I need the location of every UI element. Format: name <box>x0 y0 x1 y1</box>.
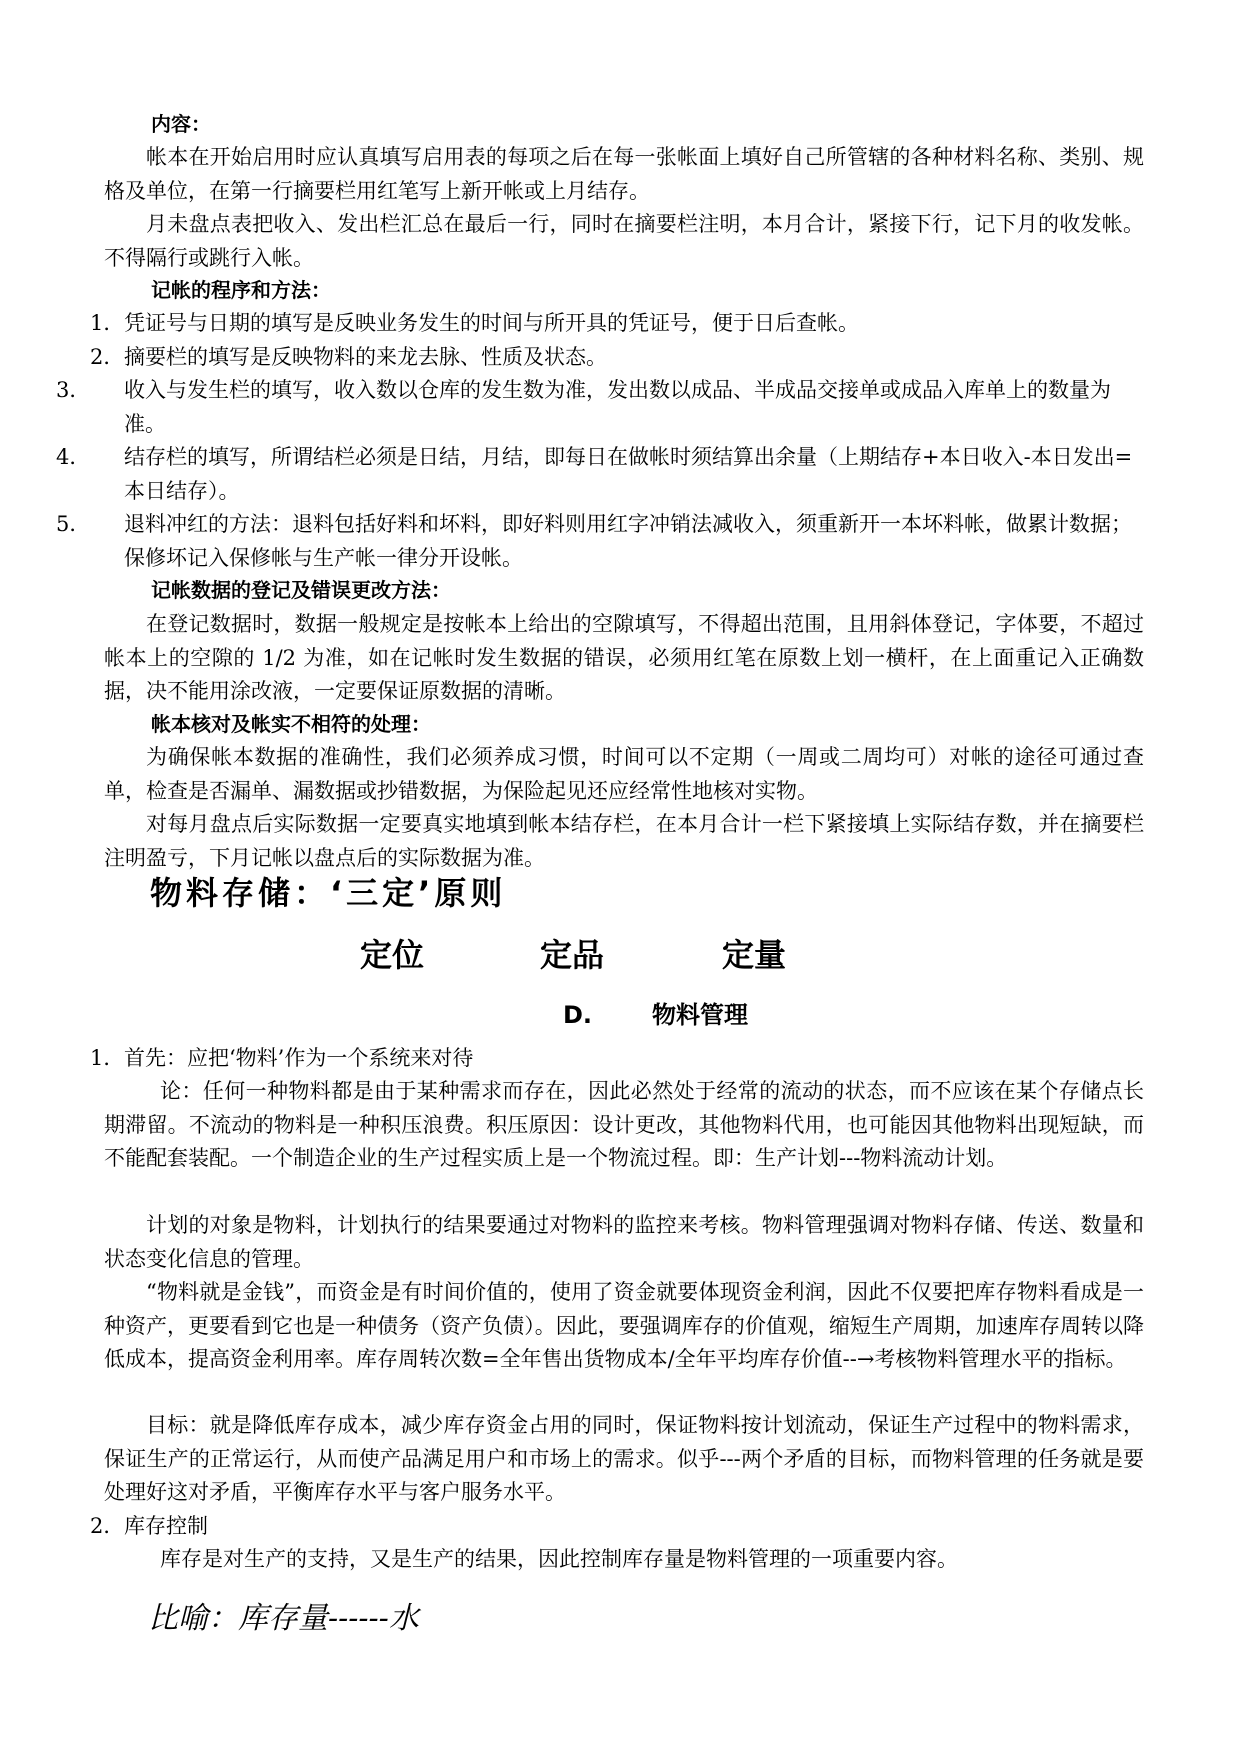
procedure-item-3-text: 收入与发生栏的填写，收入数以仓库的发生数为准，发出数以成品、半成品交接单或成品入库单上的数量为准。 <box>124 378 1111 436</box>
material-paragraph-4: 目标：就是降低库存成本，减少库存资金占用的同时，保证物料按计划流动，保证生产过程中的物料需求，保证生产的正常运行，从而使产品满足用户和市场上的需求。似乎---两个矛盾的目标，而物料管理的任务就是要处理好这对矛盾，平衡库存水平与客户服务水平。 <box>104 1413 1144 1504</box>
procedure-item-5-number: 5． <box>56 512 91 536</box>
heading-errors: 记帐数据的登记及错误更改方法： <box>151 578 451 602</box>
section-d-title <box>563 995 748 1030</box>
section-d-name: 物料管理 <box>652 1001 749 1029</box>
procedure-item-1-text: 凭证号与日期的填写是反映业务发生的时间与所开具的凭证号，便于日后查帐。 <box>124 311 859 335</box>
procedure-item-1-number: 1． <box>90 311 125 335</box>
material-item-1-text: 首先：应把‘物料’作为一个系统来对待 <box>124 1046 474 1070</box>
material-item-2-number: 2． <box>90 1514 125 1538</box>
procedure-item-1 <box>90 307 1145 341</box>
procedure-item-2-text: 摘要栏的填写是反映物料的来龙去脉、性质及状态。 <box>124 345 607 369</box>
heading-content: 内容： <box>151 112 211 136</box>
check-paragraph-2: 对每月盘点后实际数据一定要真实地填到帐本结存栏，在本月合计一栏下紧接填上实际结存数，并在摘要栏注明盈亏，下月记帐以盘点后的实际数据为准。 <box>104 812 1144 870</box>
procedure-item-4-text: 结存栏的填写，所谓结栏必须是日结，月结，即每日在做帐时须结算出余量（上期结存+本日收入-本日发出=本日结存）。 <box>124 445 1133 503</box>
material-paragraph-2: 计划的对象是物料，计划执行的结果要通过对物料的监控来考核。物料管理强调对物料存储、传送、数量和状态变化信息的管理。 <box>104 1213 1144 1271</box>
material-paragraph-1: 论：任何一种物料都是由于某种需求而存在，因此必然处于经常的流动的状态，而不应该在某个存储点长期滞留。不流动的物料是一种积压浪费。积压原因：设计更改，其他物料代用，也可能因其他物料出现短缺，而不能配套装配。一个制造企业的生产过程实质上是一个物流过程。即：生产计划---物料流动计划。 <box>104 1079 1144 1170</box>
heading-check: 帐本核对及帐实不相符的处理： <box>151 712 431 736</box>
procedure-item-5-text: 退料冲红的方法：退料包括好料和坏料，即好料则用红字冲销法减收入，须重新开一本坏料帐，做累计数据；保修坏记入保修帐与生产帐一律分开设帐。 <box>124 512 1132 570</box>
storage-item-quantity: 定量 <box>722 936 787 974</box>
material-item-1 <box>90 1042 1145 1076</box>
procedure-item-3 <box>56 374 1145 441</box>
storage-item-location: 定位 <box>360 936 425 974</box>
check-paragraph-1: 为确保帐本数据的准确性，我们必须养成习惯，时间可以不定期（一周或二周均可）对帐的途径可通过查单，检查是否漏单、漏数据或抄错数据，为保险起见还应经常性地核对实物。 <box>104 745 1144 803</box>
heading-procedure: 记帐的程序和方法： <box>151 278 331 302</box>
material-item-2-text: 库存控制 <box>124 1514 208 1538</box>
metaphor-line: 比喻：库存量------水 <box>148 1601 419 1636</box>
procedure-item-2-number: 2． <box>90 345 125 369</box>
storage-item-product: 定品 <box>540 936 605 974</box>
procedure-item-4 <box>56 441 1145 508</box>
material-item-1-number: 1． <box>90 1046 125 1070</box>
procedure-item-4-number: 4． <box>56 445 91 469</box>
section-d-letter: D. <box>563 1001 593 1029</box>
material-paragraph-3: “物料就是金钱”，而资金是有时间价值的，使用了资金就要体现资金利润，因此不仅要把库存物料看成是一种资产，更要看到它也是一种债务（资产负债）。因此，要强调库存的价值观，缩短生产周期，加速库存周转以降低成本，提高资金利用率。库存周转次数=全年售出货物成本/全年平均库存价值--→考核物料管理水平的指标。 <box>104 1280 1144 1371</box>
procedure-item-5 <box>56 508 1145 575</box>
content-paragraph-1: 帐本在开始启用时应认真填写启用表的每项之后在每一张帐面上填好自己所管辖的各种材料名称、类别、规格及单位，在第一行摘要栏用红笔写上新开帐或上月结存。 <box>104 145 1144 203</box>
procedure-item-2 <box>90 341 1145 375</box>
content-paragraph-2: 月未盘点表把收入、发出栏汇总在最后一行，同时在摘要栏注明，本月合计，紧接下行，记下月的收发帐。不得隔行或跳行入帐。 <box>104 212 1144 270</box>
errors-paragraph: 在登记数据时，数据一般规定是按帐本上给出的空隙填写，不得超出范围，且用斜体登记，字体要，不超过帐本上的空隙的 1/2 为准，如在记帐时发生数据的错误，必须用红笔在原数上划一横杆，在上面重记入正确数据，决不能用涂改液，一定要保证原数据的清晰。 <box>104 612 1144 703</box>
material-item-2 <box>90 1510 1145 1544</box>
storage-title: 物料存储：‘三定’原则 <box>150 874 507 912</box>
material-paragraph-5: 库存是对生产的支持，又是生产的结果，因此控制库存量是物料管理的一项重要内容。 <box>160 1547 958 1571</box>
procedure-item-3-number: 3． <box>56 378 91 402</box>
